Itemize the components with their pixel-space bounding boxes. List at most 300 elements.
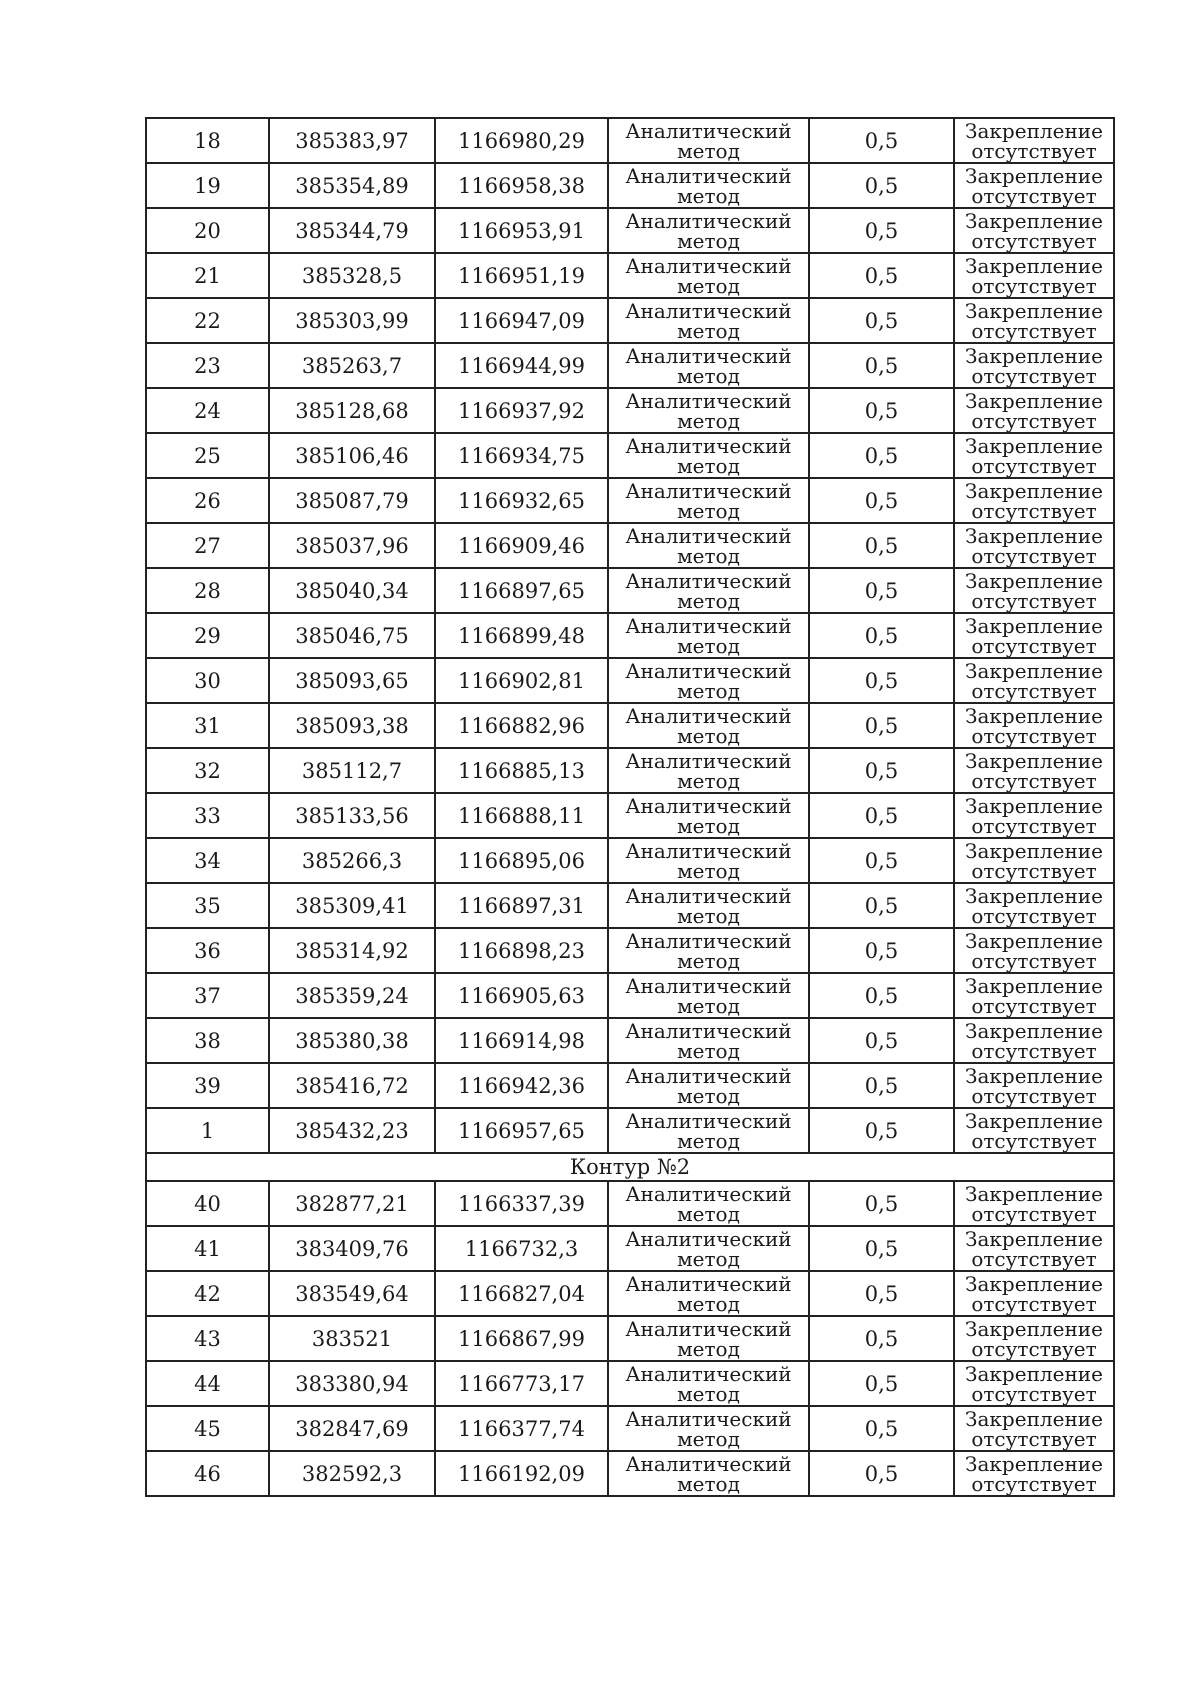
method-cell-line-1: Аналитический — [625, 253, 792, 278]
fixation-cell-line-1: Закрепление — [965, 883, 1103, 908]
method-cell — [608, 883, 809, 928]
fixation-cell-line-1: Закрепление — [965, 118, 1103, 143]
point-number: 39 — [146, 1063, 269, 1108]
point-number: 29 — [146, 613, 269, 658]
coordinate-x: 385112,7 — [269, 748, 435, 793]
fixation-cell — [954, 478, 1114, 523]
fixation-cell-line-1: Закрепление — [965, 163, 1103, 188]
fixation-cell — [954, 1181, 1114, 1226]
accuracy-value: 0,5 — [809, 163, 954, 208]
method-cell-line-2: метод — [677, 498, 740, 523]
fixation-cell-line-2: отсутствует — [971, 1083, 1097, 1108]
accuracy-value: 0,5 — [809, 1226, 954, 1271]
method-cell-line-1: Аналитический — [625, 1108, 792, 1133]
coordinate-x: 385314,92 — [269, 928, 435, 973]
table-row — [146, 343, 1114, 388]
fixation-cell-line-1: Закрепление — [965, 388, 1103, 413]
fixation-cell-line-1: Закрепление — [965, 208, 1103, 233]
point-number: 33 — [146, 793, 269, 838]
coordinate-y: 1166897,65 — [435, 568, 608, 613]
method-cell-line-2: метод — [677, 948, 740, 973]
table-row — [146, 1406, 1114, 1451]
accuracy-value: 0,5 — [809, 343, 954, 388]
coordinate-y: 1166914,98 — [435, 1018, 608, 1063]
coordinate-y: 1166937,92 — [435, 388, 608, 433]
table-row — [146, 253, 1114, 298]
fixation-cell-line-2: отсутствует — [971, 813, 1097, 838]
fixation-cell — [954, 793, 1114, 838]
accuracy-value: 0,5 — [809, 1181, 954, 1226]
accuracy-value: 0,5 — [809, 1018, 954, 1063]
fixation-cell-line-1: Закрепление — [965, 1063, 1103, 1088]
coordinate-x: 383549,64 — [269, 1271, 435, 1316]
method-cell — [608, 253, 809, 298]
method-cell — [608, 1063, 809, 1108]
method-cell-line-2: метод — [677, 363, 740, 388]
accuracy-value: 0,5 — [809, 883, 954, 928]
coordinate-x: 385263,7 — [269, 343, 435, 388]
coordinate-x: 383521 — [269, 1316, 435, 1361]
table-row — [146, 298, 1114, 343]
fixation-cell-line-1: Закрепление — [965, 343, 1103, 368]
table-row — [146, 793, 1114, 838]
coordinate-x: 385344,79 — [269, 208, 435, 253]
method-cell-line-1: Аналитический — [625, 343, 792, 368]
accuracy-value: 0,5 — [809, 388, 954, 433]
method-cell-line-2: метод — [677, 453, 740, 478]
fixation-cell-line-1: Закрепление — [965, 1451, 1103, 1476]
fixation-cell-line-2: отсутствует — [971, 678, 1097, 703]
fixation-cell-line-2: отсутствует — [971, 588, 1097, 613]
fixation-cell-line-1: Закрепление — [965, 1361, 1103, 1386]
coordinate-y: 1166953,91 — [435, 208, 608, 253]
method-cell — [608, 928, 809, 973]
point-number: 46 — [146, 1451, 269, 1496]
table-row — [146, 478, 1114, 523]
accuracy-value: 0,5 — [809, 478, 954, 523]
method-cell-line-2: метод — [677, 1426, 740, 1451]
fixation-cell-line-2: отсутствует — [971, 948, 1097, 973]
method-cell — [608, 793, 809, 838]
coordinate-y: 1166827,04 — [435, 1271, 608, 1316]
method-cell — [608, 478, 809, 523]
point-number: 37 — [146, 973, 269, 1018]
fixation-cell-line-2: отсутствует — [971, 858, 1097, 883]
coordinate-x: 385037,96 — [269, 523, 435, 568]
fixation-cell — [954, 1361, 1114, 1406]
coordinate-y: 1166899,48 — [435, 613, 608, 658]
method-cell — [608, 298, 809, 343]
fixation-cell — [954, 253, 1114, 298]
method-cell-line-2: метод — [677, 678, 740, 703]
fixation-cell-line-1: Закрепление — [965, 1316, 1103, 1341]
table-row — [146, 208, 1114, 253]
method-cell-line-1: Аналитический — [625, 748, 792, 773]
method-cell — [608, 1316, 809, 1361]
accuracy-value: 0,5 — [809, 928, 954, 973]
contour-heading-row — [146, 1153, 1114, 1181]
coordinate-y: 1166867,99 — [435, 1316, 608, 1361]
fixation-cell-line-2: отсутствует — [971, 1471, 1097, 1496]
coordinate-x: 385266,3 — [269, 838, 435, 883]
method-cell-line-2: метод — [677, 858, 740, 883]
point-number: 30 — [146, 658, 269, 703]
point-number: 32 — [146, 748, 269, 793]
coordinate-y: 1166902,81 — [435, 658, 608, 703]
coordinate-x: 385106,46 — [269, 433, 435, 478]
table-row — [146, 1451, 1114, 1496]
point-number: 36 — [146, 928, 269, 973]
point-number: 40 — [146, 1181, 269, 1226]
method-cell-line-1: Аналитический — [625, 703, 792, 728]
method-cell-line-1: Аналитический — [625, 973, 792, 998]
fixation-cell-line-2: отсутствует — [971, 543, 1097, 568]
method-cell-line-1: Аналитический — [625, 478, 792, 503]
method-cell-line-2: метод — [677, 723, 740, 748]
point-number: 45 — [146, 1406, 269, 1451]
point-number: 44 — [146, 1361, 269, 1406]
fixation-cell — [954, 1271, 1114, 1316]
method-cell-line-2: метод — [677, 1291, 740, 1316]
method-cell — [608, 658, 809, 703]
fixation-cell — [954, 973, 1114, 1018]
fixation-cell — [954, 1406, 1114, 1451]
point-number: 1 — [146, 1108, 269, 1153]
fixation-cell-line-1: Закрепление — [965, 748, 1103, 773]
method-cell — [608, 208, 809, 253]
method-cell — [608, 1361, 809, 1406]
accuracy-value: 0,5 — [809, 703, 954, 748]
method-cell-line-2: метод — [677, 1038, 740, 1063]
table-row — [146, 388, 1114, 433]
fixation-cell — [954, 1108, 1114, 1153]
coordinate-y: 1166944,99 — [435, 343, 608, 388]
method-cell-line-2: метод — [677, 543, 740, 568]
accuracy-value: 0,5 — [809, 973, 954, 1018]
fixation-cell — [954, 388, 1114, 433]
fixation-cell-line-2: отсутствует — [971, 1128, 1097, 1153]
fixation-cell-line-2: отсутствует — [971, 1336, 1097, 1361]
fixation-cell — [954, 613, 1114, 658]
method-cell-line-1: Аналитический — [625, 1226, 792, 1251]
method-cell-line-1: Аналитический — [625, 613, 792, 638]
table-row — [146, 523, 1114, 568]
method-cell-line-1: Аналитический — [625, 1361, 792, 1386]
table-row — [146, 928, 1114, 973]
accuracy-value: 0,5 — [809, 298, 954, 343]
fixation-cell-line-1: Закрепление — [965, 298, 1103, 323]
method-cell — [608, 703, 809, 748]
method-cell — [608, 1226, 809, 1271]
fixation-cell-line-2: отсутствует — [971, 1201, 1097, 1226]
method-cell — [608, 433, 809, 478]
fixation-cell-line-2: отсутствует — [971, 768, 1097, 793]
method-cell-line-2: метод — [677, 1471, 740, 1496]
fixation-cell-line-1: Закрепление — [965, 433, 1103, 458]
method-cell — [608, 163, 809, 208]
fixation-cell — [954, 658, 1114, 703]
fixation-cell-line-2: отсутствует — [971, 363, 1097, 388]
point-number: 25 — [146, 433, 269, 478]
point-number: 28 — [146, 568, 269, 613]
method-cell-line-2: метод — [677, 228, 740, 253]
method-cell-line-1: Аналитический — [625, 1271, 792, 1296]
method-cell-line-1: Аналитический — [625, 838, 792, 863]
method-cell — [608, 1451, 809, 1496]
accuracy-value: 0,5 — [809, 1451, 954, 1496]
coordinate-y: 1166934,75 — [435, 433, 608, 478]
accuracy-value: 0,5 — [809, 1063, 954, 1108]
method-cell-line-1: Аналитический — [625, 1451, 792, 1476]
table-row — [146, 703, 1114, 748]
method-cell — [608, 523, 809, 568]
coordinate-x: 385416,72 — [269, 1063, 435, 1108]
method-cell-line-1: Аналитический — [625, 1018, 792, 1043]
point-number: 43 — [146, 1316, 269, 1361]
coordinate-y: 1166885,13 — [435, 748, 608, 793]
coordinate-x: 385040,34 — [269, 568, 435, 613]
coordinate-y: 1166337,39 — [435, 1181, 608, 1226]
accuracy-value: 0,5 — [809, 1271, 954, 1316]
method-cell-line-1: Аналитический — [625, 1406, 792, 1431]
point-number: 26 — [146, 478, 269, 523]
fixation-cell-line-1: Закрепление — [965, 613, 1103, 638]
method-cell-line-1: Аналитический — [625, 163, 792, 188]
table-row — [146, 118, 1114, 163]
coordinate-y: 1166882,96 — [435, 703, 608, 748]
coordinate-y: 1166905,63 — [435, 973, 608, 1018]
coordinate-x: 385046,75 — [269, 613, 435, 658]
fixation-cell-line-2: отсутствует — [971, 408, 1097, 433]
coordinate-x: 385093,38 — [269, 703, 435, 748]
fixation-cell-line-2: отсутствует — [971, 903, 1097, 928]
coordinate-y: 1166951,19 — [435, 253, 608, 298]
accuracy-value: 0,5 — [809, 613, 954, 658]
fixation-cell-line-2: отсутствует — [971, 273, 1097, 298]
point-number: 35 — [146, 883, 269, 928]
fixation-cell-line-1: Закрепление — [965, 568, 1103, 593]
method-cell — [608, 1271, 809, 1316]
point-number: 23 — [146, 343, 269, 388]
method-cell — [608, 1406, 809, 1451]
method-cell-line-2: метод — [677, 813, 740, 838]
coordinate-y: 1166932,65 — [435, 478, 608, 523]
coordinate-y: 1166980,29 — [435, 118, 608, 163]
fixation-cell — [954, 298, 1114, 343]
point-number: 20 — [146, 208, 269, 253]
coordinate-x: 382592,3 — [269, 1451, 435, 1496]
method-cell-line-2: метод — [677, 1381, 740, 1406]
fixation-cell-line-2: отсутствует — [971, 183, 1097, 208]
coordinate-x: 385128,68 — [269, 388, 435, 433]
accuracy-value: 0,5 — [809, 1316, 954, 1361]
coordinate-y: 1166888,11 — [435, 793, 608, 838]
point-number: 41 — [146, 1226, 269, 1271]
fixation-cell — [954, 568, 1114, 613]
fixation-cell-line-1: Закрепление — [965, 1226, 1103, 1251]
accuracy-value: 0,5 — [809, 568, 954, 613]
fixation-cell — [954, 163, 1114, 208]
method-cell-line-1: Аналитический — [625, 928, 792, 953]
coordinate-y: 1166958,38 — [435, 163, 608, 208]
fixation-cell — [954, 1226, 1114, 1271]
accuracy-value: 0,5 — [809, 1406, 954, 1451]
table-row — [146, 1108, 1114, 1153]
accuracy-value: 0,5 — [809, 748, 954, 793]
table-row — [146, 1226, 1114, 1271]
fixation-cell — [954, 838, 1114, 883]
table-row — [146, 568, 1114, 613]
table-row — [146, 1063, 1114, 1108]
method-cell — [608, 748, 809, 793]
method-cell — [608, 838, 809, 883]
fixation-cell — [954, 928, 1114, 973]
table-row — [146, 163, 1114, 208]
accuracy-value: 0,5 — [809, 1361, 954, 1406]
method-cell-line-2: метод — [677, 273, 740, 298]
fixation-cell-line-1: Закрепление — [965, 973, 1103, 998]
coordinate-y: 1166909,46 — [435, 523, 608, 568]
coordinate-x: 385354,89 — [269, 163, 435, 208]
fixation-cell — [954, 1451, 1114, 1496]
accuracy-value: 0,5 — [809, 253, 954, 298]
coordinate-x: 385303,99 — [269, 298, 435, 343]
method-cell — [608, 118, 809, 163]
method-cell-line-1: Аналитический — [625, 388, 792, 413]
table-row — [146, 883, 1114, 928]
coordinate-y: 1166192,09 — [435, 1451, 608, 1496]
fixation-cell-line-2: отсутствует — [971, 498, 1097, 523]
coordinate-y: 1166895,06 — [435, 838, 608, 883]
coordinate-x: 382877,21 — [269, 1181, 435, 1226]
method-cell-line-2: метод — [677, 1128, 740, 1153]
fixation-cell-line-2: отсутствует — [971, 723, 1097, 748]
coordinate-x: 385133,56 — [269, 793, 435, 838]
fixation-cell-line-1: Закрепление — [965, 793, 1103, 818]
fixation-cell — [954, 118, 1114, 163]
fixation-cell-line-1: Закрепление — [965, 1018, 1103, 1043]
coordinate-y: 1166377,74 — [435, 1406, 608, 1451]
fixation-cell — [954, 523, 1114, 568]
table-row — [146, 1181, 1114, 1226]
table-row — [146, 613, 1114, 658]
point-number: 42 — [146, 1271, 269, 1316]
method-cell-line-2: метод — [677, 633, 740, 658]
fixation-cell-line-1: Закрепление — [965, 1271, 1103, 1296]
fixation-cell — [954, 343, 1114, 388]
fixation-cell-line-2: отсутствует — [971, 1038, 1097, 1063]
fixation-cell-line-1: Закрепление — [965, 1108, 1103, 1133]
fixation-cell-line-2: отсутствует — [971, 228, 1097, 253]
fixation-cell — [954, 748, 1114, 793]
method-cell — [608, 1181, 809, 1226]
method-cell-line-1: Аналитический — [625, 1063, 792, 1088]
point-number: 19 — [146, 163, 269, 208]
fixation-cell-line-1: Закрепление — [965, 1406, 1103, 1431]
method-cell — [608, 1018, 809, 1063]
coordinate-x: 385093,65 — [269, 658, 435, 703]
contour-label: Контур №2 — [146, 1153, 1114, 1181]
table-row — [146, 658, 1114, 703]
accuracy-value: 0,5 — [809, 433, 954, 478]
fixation-cell — [954, 883, 1114, 928]
method-cell-line-2: метод — [677, 1083, 740, 1108]
method-cell-line-2: метод — [677, 1336, 740, 1361]
accuracy-value: 0,5 — [809, 658, 954, 703]
method-cell — [608, 388, 809, 433]
fixation-cell — [954, 208, 1114, 253]
accuracy-value: 0,5 — [809, 1108, 954, 1153]
method-cell-line-2: метод — [677, 138, 740, 163]
fixation-cell-line-1: Закрепление — [965, 253, 1103, 278]
coordinate-x: 383380,94 — [269, 1361, 435, 1406]
accuracy-value: 0,5 — [809, 118, 954, 163]
table-row — [146, 1271, 1114, 1316]
coordinates-table — [145, 117, 1115, 1497]
coordinate-x: 385432,23 — [269, 1108, 435, 1153]
table-row — [146, 838, 1114, 883]
method-cell-line-2: метод — [677, 768, 740, 793]
point-number: 38 — [146, 1018, 269, 1063]
coordinate-x: 385309,41 — [269, 883, 435, 928]
accuracy-value: 0,5 — [809, 523, 954, 568]
fixation-cell — [954, 1018, 1114, 1063]
fixation-cell-line-2: отсутствует — [971, 1381, 1097, 1406]
accuracy-value: 0,5 — [809, 208, 954, 253]
point-number: 18 — [146, 118, 269, 163]
fixation-cell-line-1: Закрепление — [965, 838, 1103, 863]
accuracy-value: 0,5 — [809, 838, 954, 883]
coordinate-y: 1166957,65 — [435, 1108, 608, 1153]
method-cell-line-1: Аналитический — [625, 298, 792, 323]
method-cell-line-2: метод — [677, 1201, 740, 1226]
method-cell-line-1: Аналитический — [625, 658, 792, 683]
coordinate-y: 1166947,09 — [435, 298, 608, 343]
method-cell — [608, 343, 809, 388]
method-cell-line-1: Аналитический — [625, 118, 792, 143]
method-cell-line-1: Аналитический — [625, 1181, 792, 1206]
point-number: 27 — [146, 523, 269, 568]
coordinate-x: 385087,79 — [269, 478, 435, 523]
method-cell-line-2: метод — [677, 183, 740, 208]
coordinate-x: 385380,38 — [269, 1018, 435, 1063]
coordinate-y: 1166942,36 — [435, 1063, 608, 1108]
method-cell-line-1: Аналитический — [625, 1316, 792, 1341]
method-cell-line-2: метод — [677, 903, 740, 928]
point-number: 22 — [146, 298, 269, 343]
point-number: 21 — [146, 253, 269, 298]
method-cell-line-1: Аналитический — [625, 523, 792, 548]
coordinate-x: 385383,97 — [269, 118, 435, 163]
point-number: 24 — [146, 388, 269, 433]
method-cell-line-1: Аналитический — [625, 883, 792, 908]
table-row — [146, 1361, 1114, 1406]
fixation-cell — [954, 1316, 1114, 1361]
accuracy-value: 0,5 — [809, 793, 954, 838]
fixation-cell — [954, 703, 1114, 748]
table-row — [146, 973, 1114, 1018]
method-cell-line-2: метод — [677, 318, 740, 343]
fixation-cell-line-2: отсутствует — [971, 1246, 1097, 1271]
table-row — [146, 748, 1114, 793]
coordinate-x: 382847,69 — [269, 1406, 435, 1451]
method-cell — [608, 1108, 809, 1153]
point-number: 34 — [146, 838, 269, 883]
method-cell — [608, 568, 809, 613]
table-row — [146, 1316, 1114, 1361]
method-cell-line-2: метод — [677, 588, 740, 613]
fixation-cell-line-2: отсутствует — [971, 633, 1097, 658]
